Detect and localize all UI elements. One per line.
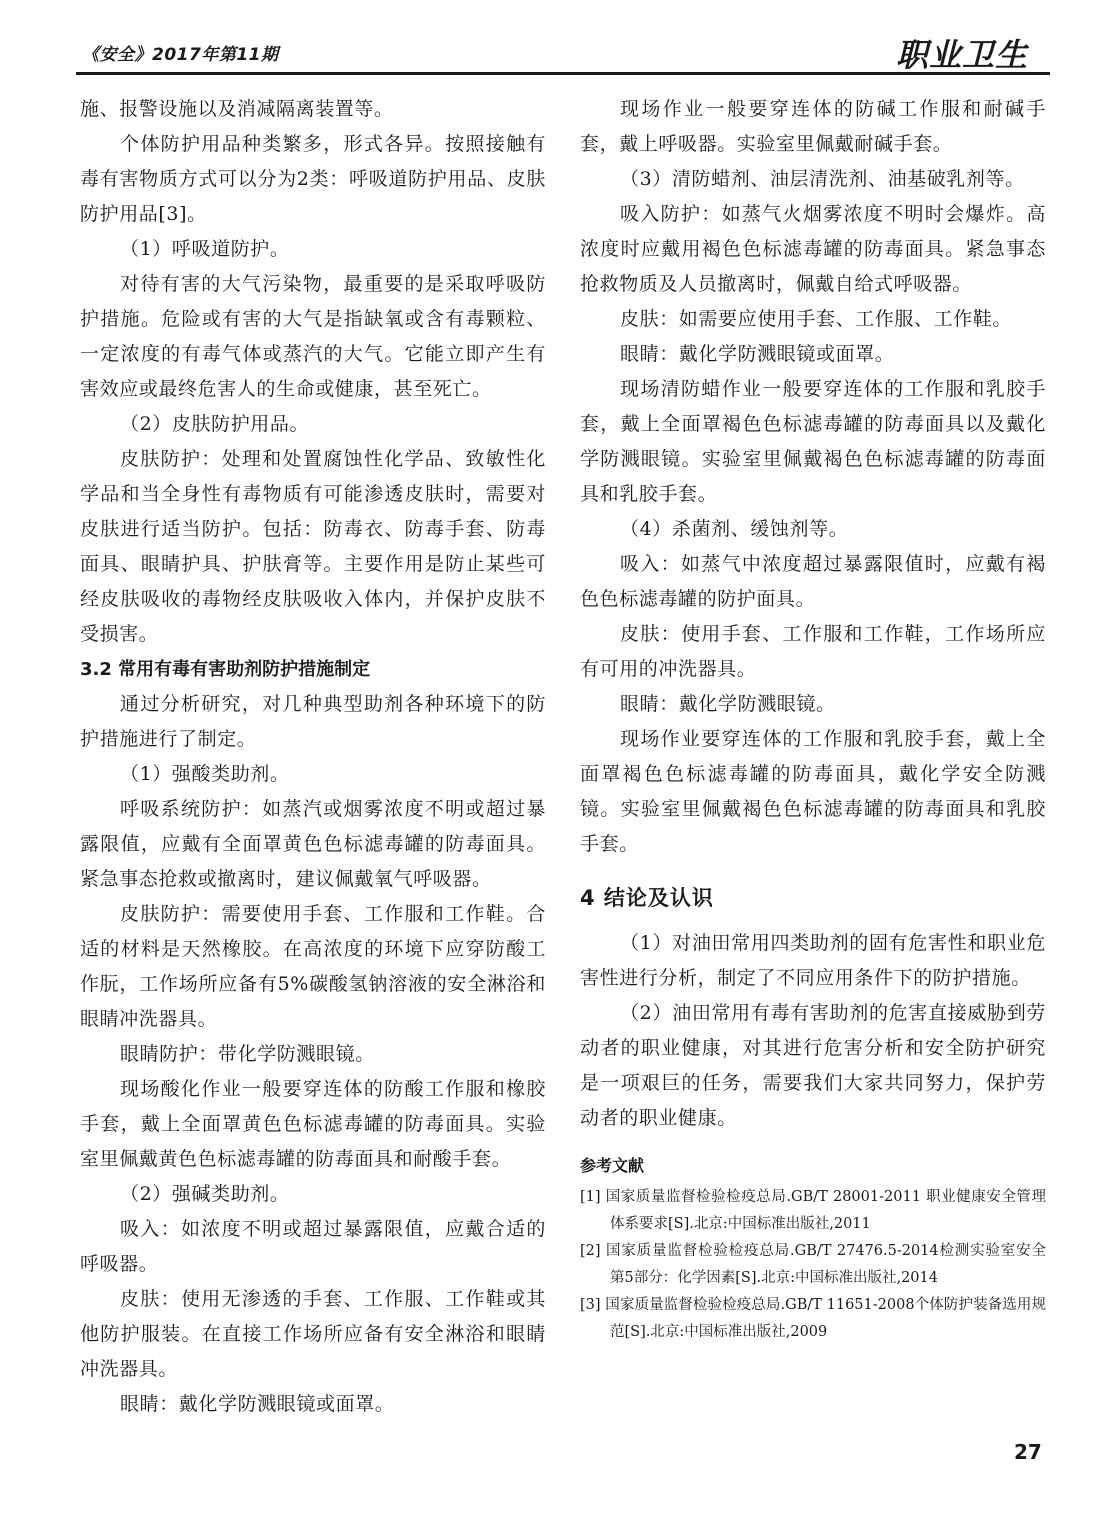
reference-item: [3] 国家质量监督检验检疫总局.GB/T 11651-2008个体防护装备选用规范[S].北京:中国标准出版社,2009 bbox=[580, 1297, 1046, 1340]
paragraph: 皮肤防护：需要使用手套、工作服和工作鞋。合适的材料是天然橡胶。在高浓度的环境下应穿防酸工作朊，工作场所应备有5%碳酸氢钠溶液的安全淋浴和眼睛冲洗器具。 bbox=[80, 903, 546, 1030]
paragraph: 吸入：如浓度不明或超过暴露限值，应戴合适的呼吸器。 bbox=[80, 1218, 546, 1275]
paragraph: 对待有害的大气污染物，最重要的是采取呼吸防护措施。危险或有害的大气是指缺氧或含有毒颗粒、一定浓度的有毒气体或蒸汽的大气。它能立即产生有害效应或最终危害人的生命或健康，甚至死亡。 bbox=[80, 273, 546, 400]
paragraph: 吸入：如蒸气中浓度超过暴露限值时，应戴有褐色色标滤毒罐的防护面具。 bbox=[580, 553, 1046, 610]
page-number: 27 bbox=[1014, 1440, 1042, 1464]
subsection-heading: 3.2 常用有毒有害助剂防护措施制定 bbox=[80, 659, 371, 680]
paragraph: 呼吸系统防护：如蒸汽或烟雾浓度不明或超过暴露限值，应戴有全面罩黄色色标滤毒罐的防毒面具。紧急事态抢救或撤离时，建议佩戴氧气呼吸器。 bbox=[80, 798, 546, 890]
left-column bbox=[80, 92, 546, 1422]
references-title: 参考文献 bbox=[580, 1156, 645, 1175]
paragraph: 皮肤：使用无渗透的手套、工作服、工作鞋或其他防护服装。在直接工作场所应备有安全淋浴和眼睛冲洗器具。 bbox=[80, 1288, 546, 1380]
page-header bbox=[76, 30, 1050, 75]
paragraph: 施、报警设施以及消减隔离装置等。 bbox=[80, 98, 394, 120]
paragraph: （1）对油田常用四类助剂的固有危害性和职业危害性进行分析，制定了不同应用条件下的防护措施。 bbox=[580, 932, 1046, 989]
paragraph: 现场作业一般要穿连体的防碱工作服和耐碱手套，戴上呼吸器。实验室里佩戴耐碱手套。 bbox=[580, 98, 1046, 155]
paragraph: 通过分析研究，对几种典型助剂各种环境下的防护措施进行了制定。 bbox=[80, 693, 546, 750]
paragraph: 皮肤：如需要应使用手套、工作服、工作鞋。 bbox=[620, 308, 1013, 330]
paragraph: 现场酸化作业一般要穿连体的防酸工作服和橡胶手套，戴上全面罩黄色色标滤毒罐的防毒面具。实验室里佩戴黄色色标滤毒罐的防毒面具和耐酸手套。 bbox=[80, 1078, 546, 1170]
paragraph: 眼睛：戴化学防溅眼镜或面罩。 bbox=[620, 343, 895, 365]
paragraph: 皮肤：使用手套、工作服和工作鞋，工作场所应有可用的冲洗器具。 bbox=[580, 623, 1046, 680]
paragraph: 吸入防护：如蒸气火烟雾浓度不明时会爆炸。高浓度时应戴用褐色色标滤毒罐的防毒面具。紧急事态抢救物质及人员撤离时，佩戴自给式呼吸器。 bbox=[580, 203, 1046, 295]
reference-item: [1] 国家质量监督检验检疫总局.GB/T 28001-2011 职业健康安全管理体系要求[S].北京:中国标准出版社,2011 bbox=[580, 1189, 1046, 1232]
section-heading: 4 结论及认识 bbox=[580, 886, 714, 910]
paragraph: （4）杀菌剂、缓蚀剂等。 bbox=[620, 518, 849, 540]
paragraph: 现场作业要穿连体的工作服和乳胶手套，戴上全面罩褐色色标滤毒罐的防毒面具，戴化学安全防溅镜。实验室里佩戴褐色色标滤毒罐的防毒面具和乳胶手套。 bbox=[580, 728, 1046, 855]
paragraph: 眼睛防护：带化学防溅眼镜。 bbox=[120, 1043, 375, 1065]
paragraph: 眼睛：戴化学防溅眼镜。 bbox=[620, 693, 836, 715]
paragraph: （2）皮肤防护用品。 bbox=[120, 413, 310, 435]
paragraph: 眼睛：戴化学防溅眼镜或面罩。 bbox=[120, 1393, 395, 1415]
paragraph: 皮肤防护：处理和处置腐蚀性化学品、致敏性化学品和当全身性有毒物质有可能渗透皮肤时，需要对皮肤进行适当防护。包括：防毒衣、防毒手套、防毒面具、眼睛护具、护肤膏等。主要作用是防止某些可经皮肤吸收的毒物经皮肤吸收入体内，并保护皮肤不受损害。 bbox=[80, 448, 546, 645]
paragraph: （1）强酸类助剂。 bbox=[120, 763, 290, 785]
journal-issue: 《安全》2017年第11期 bbox=[82, 45, 279, 65]
paragraph: 现场清防蜡作业一般要穿连体的工作服和乳胶手套，戴上全面罩褐色色标滤毒罐的防毒面具以及戴化学防溅眼镜。实验室里佩戴褐色色标滤毒罐的防毒面具和乳胶手套。 bbox=[580, 378, 1046, 505]
right-column bbox=[580, 92, 1046, 1346]
paragraph: （2）强碱类助剂。 bbox=[120, 1183, 290, 1205]
paragraph: （3）清防蜡剂、油层清洗剂、油基破乳剂等。 bbox=[620, 168, 1025, 190]
section-title: 职业卫生 bbox=[895, 36, 1028, 74]
paragraph: （1）呼吸道防护。 bbox=[120, 238, 290, 260]
reference-item: [2] 国家质量监督检验检疫总局.GB/T 27476.5-2014检测实验室安全 第5部分：化学因素[S].北京:中国标准出版社,2014 bbox=[580, 1243, 1046, 1286]
paragraph: （2）油田常用有毒有害助剂的危害直接威胁到劳动者的职业健康，对其进行危害分析和安全防护研究是一项艰巨的任务，需要我们大家共同努力，保护劳动者的职业健康。 bbox=[580, 1002, 1046, 1129]
paragraph: 个体防护用品种类繁多，形式各异。按照接触有毒有害物质方式可以分为2类：呼吸道防护用品、皮肤防护用品[3]。 bbox=[80, 133, 546, 225]
